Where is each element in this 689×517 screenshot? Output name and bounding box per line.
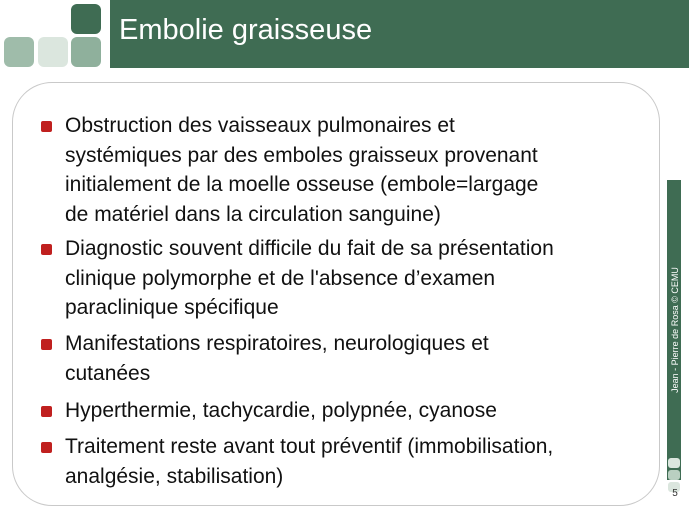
title-bar xyxy=(110,0,689,68)
bullet-text xyxy=(65,396,655,426)
red-square-bullet-icon xyxy=(41,442,52,453)
bullet-line: paraclinique spécifique xyxy=(65,296,279,319)
red-square-bullet-icon xyxy=(41,121,52,132)
bullet-line: systémiques par des emboles graisseux provenant xyxy=(65,143,538,167)
decor-dot-1 xyxy=(668,458,680,468)
logo-square-3 xyxy=(71,37,101,67)
bullet-text xyxy=(65,329,655,388)
author-credit: Jean - Pierre de Rosa © CEMU xyxy=(670,267,680,393)
bullet-text xyxy=(65,111,655,229)
bullet-text xyxy=(65,234,655,323)
bullet-text xyxy=(65,432,655,491)
logo-square-2 xyxy=(38,37,68,67)
red-square-bullet-icon xyxy=(41,339,52,350)
decor-dot-2 xyxy=(668,470,680,480)
content-box xyxy=(12,82,660,506)
bullet-line: cutanées xyxy=(65,361,151,385)
bullet-line: Traitement reste avant tout préventif (immobilisation, xyxy=(65,435,554,458)
logo-square-top xyxy=(71,4,101,34)
bullet-line: Hyperthermie, tachycardie, polypnée, cyanose xyxy=(65,399,497,422)
bullet-line: Obstruction des vaisseaux pulmonaires et xyxy=(65,114,455,137)
bullet-line: analgésie, stabilisation) xyxy=(65,464,284,488)
bullet-line: Diagnostic souvent difficile du fait de sa présentation xyxy=(65,237,554,260)
logo-square-1 xyxy=(4,37,34,67)
bullet-line: initialement de la moelle osseuse (embole=largage xyxy=(65,173,539,196)
slide-title: Embolie graisseuse xyxy=(119,14,373,46)
red-square-bullet-icon xyxy=(41,406,52,417)
bullet-line: de matériel dans la circulation sanguine) xyxy=(65,202,441,226)
bullet-line: clinique polymorphe et de l'absence d’examen xyxy=(65,266,496,290)
page-number: 5 xyxy=(672,488,678,499)
bullet-line: Manifestations respiratoires, neurologiques et xyxy=(65,332,489,355)
red-square-bullet-icon xyxy=(41,244,52,255)
